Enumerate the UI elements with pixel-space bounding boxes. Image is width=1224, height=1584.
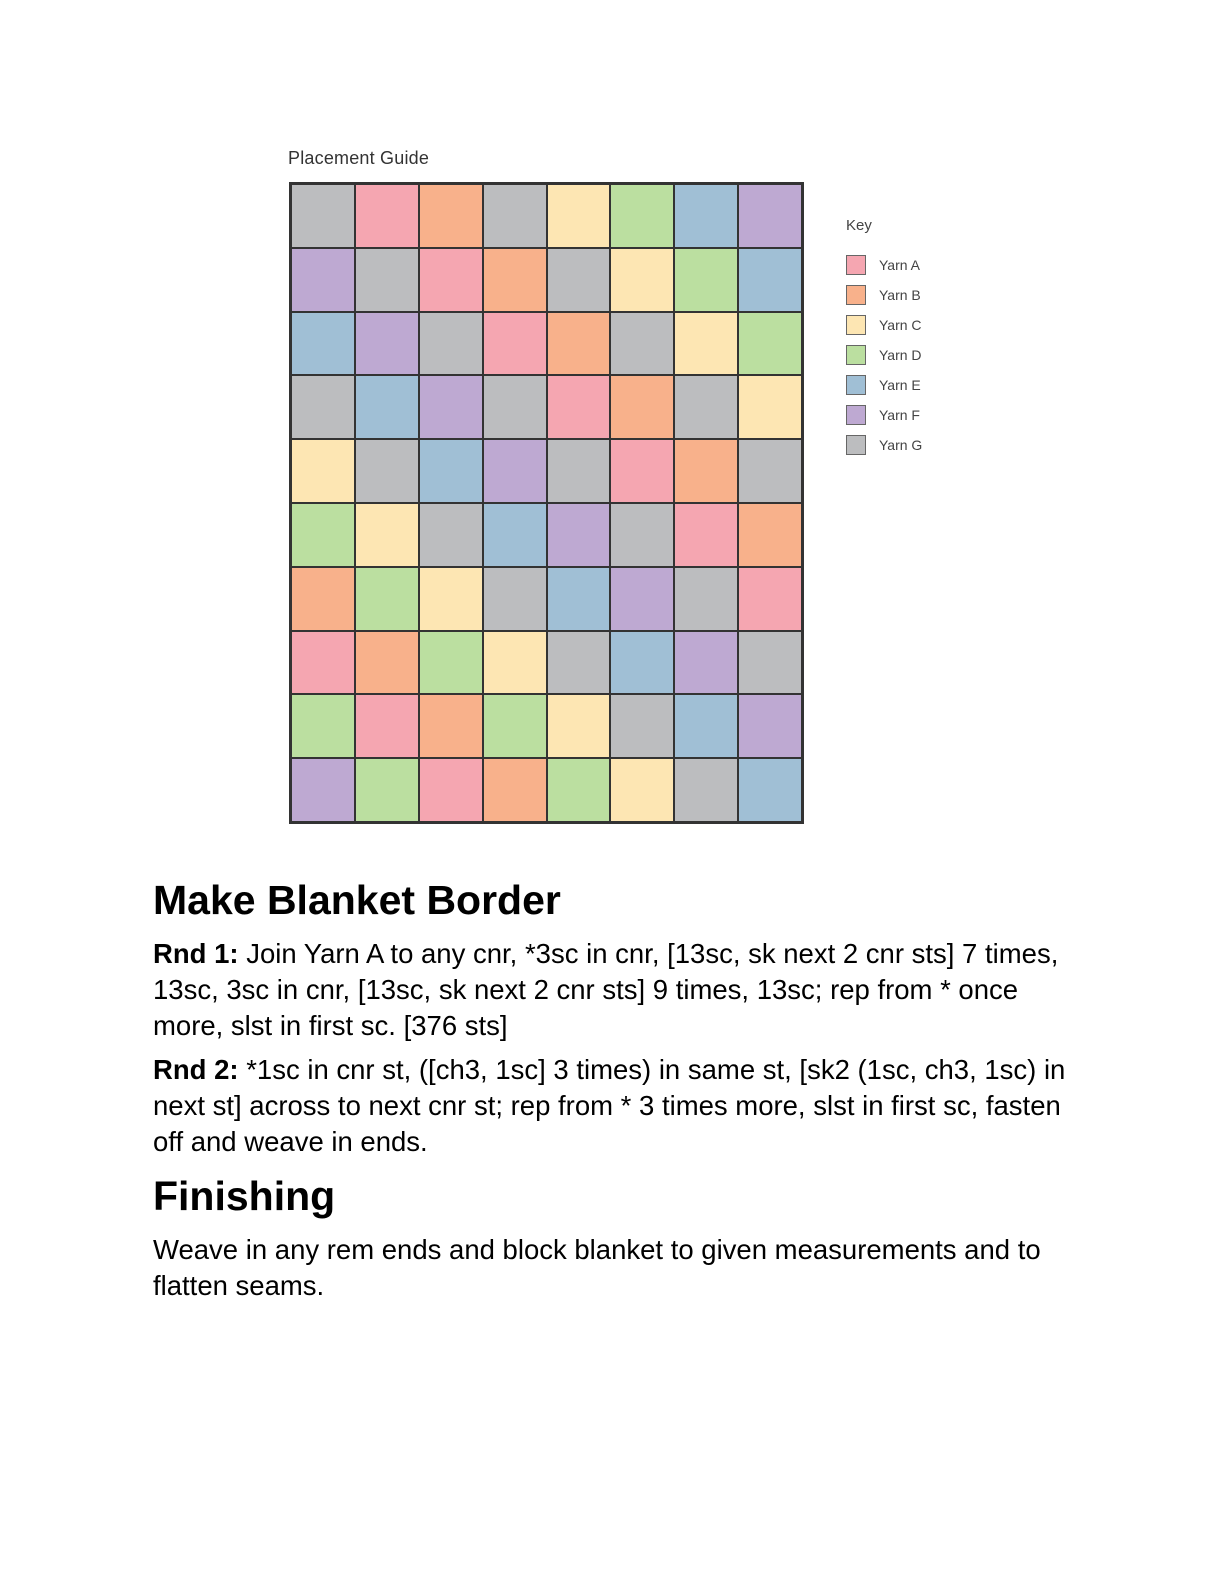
grid-square <box>738 503 802 567</box>
grid-square <box>291 375 355 439</box>
grid-square <box>610 439 674 503</box>
grid-square <box>355 439 419 503</box>
grid-square <box>355 248 419 312</box>
key-label: Yarn D <box>879 347 922 363</box>
grid-square <box>291 503 355 567</box>
grid-square <box>483 312 547 376</box>
grid-square <box>483 694 547 758</box>
grid-square <box>738 312 802 376</box>
grid-square <box>674 184 738 248</box>
grid-square <box>355 184 419 248</box>
grid-square <box>291 184 355 248</box>
round-2-paragraph <box>153 1052 1083 1160</box>
key-item <box>846 400 922 430</box>
color-swatch <box>846 315 866 335</box>
grid-square <box>674 758 738 822</box>
grid-square <box>419 375 483 439</box>
grid-square <box>291 439 355 503</box>
grid-square <box>483 631 547 695</box>
key-list <box>846 250 922 460</box>
grid-square <box>610 375 674 439</box>
grid-square <box>419 248 483 312</box>
grid-square <box>355 375 419 439</box>
grid-square <box>547 758 611 822</box>
grid-square <box>547 184 611 248</box>
grid-square <box>483 439 547 503</box>
grid-square <box>738 375 802 439</box>
grid-square <box>355 758 419 822</box>
finishing-heading: Finishing <box>153 1173 336 1219</box>
key-item <box>846 280 922 310</box>
grid-square <box>547 312 611 376</box>
grid-square <box>483 503 547 567</box>
grid-square <box>483 184 547 248</box>
grid-square <box>419 631 483 695</box>
grid-square <box>610 184 674 248</box>
grid-square <box>547 503 611 567</box>
grid-square <box>738 184 802 248</box>
grid-square <box>738 567 802 631</box>
grid-square <box>674 312 738 376</box>
key-item <box>846 310 922 340</box>
pattern-text <box>153 872 1083 1312</box>
color-swatch <box>846 285 866 305</box>
round-1-label: Rnd 1: <box>153 938 239 969</box>
key-item <box>846 340 922 370</box>
key-label: Yarn C <box>879 317 922 333</box>
key-label: Yarn B <box>879 287 921 303</box>
grid-square <box>547 567 611 631</box>
grid-square <box>674 439 738 503</box>
grid-square <box>483 758 547 822</box>
grid-square <box>674 567 738 631</box>
round-2-label: Rnd 2: <box>153 1054 239 1085</box>
grid-square <box>355 567 419 631</box>
color-swatch <box>846 405 866 425</box>
grid-square <box>674 694 738 758</box>
border-heading: Make Blanket Border <box>153 877 561 923</box>
grid-square <box>483 248 547 312</box>
grid-square <box>291 758 355 822</box>
grid-square <box>547 439 611 503</box>
key-label: Yarn A <box>879 257 920 273</box>
key-item <box>846 430 922 460</box>
grid-square <box>738 248 802 312</box>
grid-square <box>610 503 674 567</box>
grid-square <box>547 631 611 695</box>
grid-square <box>419 439 483 503</box>
grid-square <box>291 631 355 695</box>
grid-square <box>483 375 547 439</box>
round-1-text: Join Yarn A to any cnr, *3sc in cnr, [13sc, sk next 2 cnr sts] 7 times, 13sc, 3sc in cnr, [13sc, sk next 2 cnr sts] 9 times, 13sc; rep from * once more, slst in first sc. [376 sts] <box>153 938 1059 1041</box>
grid-square <box>610 758 674 822</box>
placement-guide-title: Placement Guide <box>288 148 430 168</box>
grid-square <box>355 631 419 695</box>
round-1-paragraph <box>153 936 1083 1044</box>
grid-square <box>355 503 419 567</box>
grid-square <box>355 694 419 758</box>
grid-square <box>355 312 419 376</box>
grid-square <box>610 694 674 758</box>
grid-square <box>419 758 483 822</box>
color-swatch <box>846 435 866 455</box>
grid-square <box>291 248 355 312</box>
key-label: Yarn E <box>879 377 921 393</box>
grid-square <box>419 312 483 376</box>
finishing-text: Weave in any rem ends and block blanket to given measurements and to flatten seams. <box>153 1234 1041 1301</box>
color-swatch <box>846 255 866 275</box>
grid-square <box>738 631 802 695</box>
key-label: Yarn F <box>879 407 920 423</box>
color-key <box>846 208 922 460</box>
color-swatch <box>846 345 866 365</box>
grid-square <box>674 503 738 567</box>
grid-square <box>610 567 674 631</box>
grid-square <box>674 375 738 439</box>
grid-square <box>547 375 611 439</box>
grid-square <box>291 567 355 631</box>
grid-square <box>738 694 802 758</box>
placement-grid <box>289 182 804 824</box>
grid-square <box>610 631 674 695</box>
key-label: Yarn G <box>879 437 923 453</box>
grid-square <box>291 694 355 758</box>
grid-square <box>738 439 802 503</box>
grid-square <box>738 758 802 822</box>
grid-square <box>547 694 611 758</box>
key-title: Key <box>846 217 872 234</box>
grid-square <box>547 248 611 312</box>
key-item <box>846 250 922 280</box>
grid-square <box>674 631 738 695</box>
grid-square <box>419 503 483 567</box>
key-item <box>846 370 922 400</box>
round-2-text: *1sc in cnr st, ([ch3, 1sc] 3 times) in same st, [sk2 (1sc, ch3, 1sc) in next st] across to next cnr st; rep from * 3 times more, slst in first sc, fasten off and weave in ends. <box>153 1054 1066 1157</box>
grid-square <box>483 567 547 631</box>
grid-square <box>419 694 483 758</box>
grid-square <box>419 567 483 631</box>
grid-square <box>610 312 674 376</box>
grid-square <box>419 184 483 248</box>
color-swatch <box>846 375 866 395</box>
grid-square <box>291 312 355 376</box>
grid-square <box>674 248 738 312</box>
grid-square <box>610 248 674 312</box>
